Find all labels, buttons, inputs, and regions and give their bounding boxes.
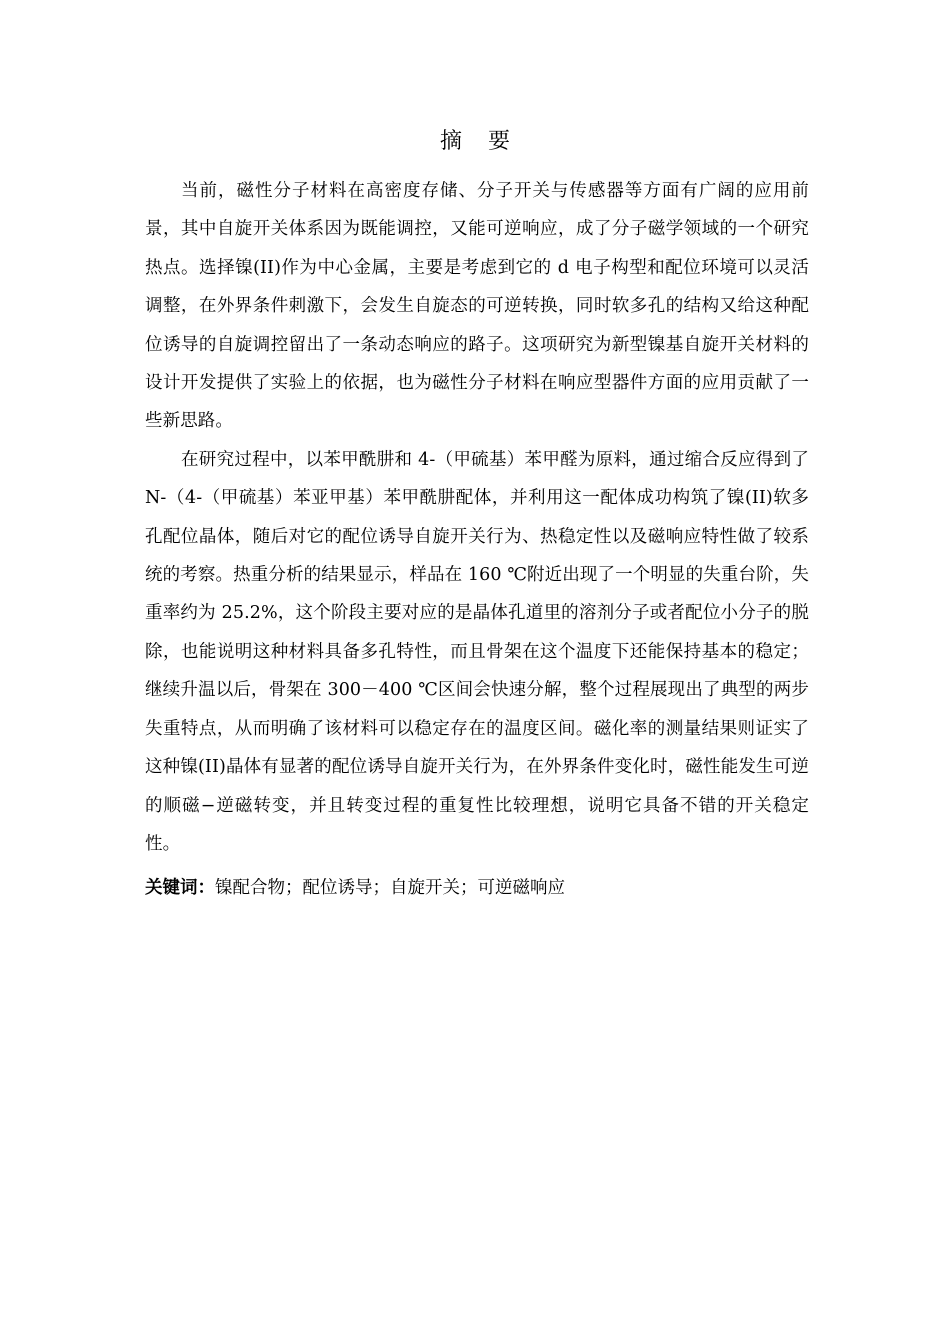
abstract-title: 摘要 xyxy=(439,129,536,154)
keywords-label: 关键词： xyxy=(145,878,215,899)
keywords-line xyxy=(145,869,809,907)
abstract-body xyxy=(145,172,809,907)
abstract-paragraph-1: 当前，磁性分子材料在高密度存储、分子开关与传感器等方面有广阔的应用前景，其中自旋开关体系因为既能调控，又能可逆响应，成了分子磁学领域的一个研究热点。选择镍(II)作为中心金属，主要是考虑到它的 d 电子构型和配位环境可以灵活调整，在外界条件刺激下，会发生自旋态的可逆转换，同时软多孔的结构又给这种配位诱导的自旋调控留出了一条动态响应的路子。这项研究为新型镍基自旋开关材料的设计开发提供了实验上的依据，也为磁性分子材料在响应型器件方面的应用贡献了一些新思路。 xyxy=(145,181,809,432)
keywords-text: 镍配合物；配位诱导；自旋开关；可逆磁响应 xyxy=(215,878,565,899)
abstract-paragraph-2: 在研究过程中，以苯甲酰肼和 4-（甲硫基）苯甲醛为原料，通过缩合反应得到了 N-（4-（甲硫基）苯亚甲基）苯甲酰肼配体，并利用这一配体成功构筑了镍(II)软多孔配位晶体，随后对它的配位诱导自旋开关行为、热稳定性以及磁响应特性做了较系统的考察。热重分析的结果显示，样品在 160 ℃附近出现了一个明显的失重台阶，失重率约为 25.2%，这个阶段主要对应的是晶体孔道里的溶剂分子或者配位小分子的脱除，也能说明这种材料具备多孔特性，而且骨架在这个温度下还能保持基本的稳定；继续升温以后，骨架在 300－400 ℃区间会快速分解，整个过程展现出了典型的两步失重特点，从而明确了该材料可以稳定存在的温度区间。磁化率的测量结果则证实了这种镍(II)晶体有显著的配位诱导自旋开关行为，在外界条件变化时，磁性能发生可逆的顺磁−逆磁转变，并且转变过程的重复性比较理想，说明它具备不错的开关稳定性。 xyxy=(145,449,809,854)
